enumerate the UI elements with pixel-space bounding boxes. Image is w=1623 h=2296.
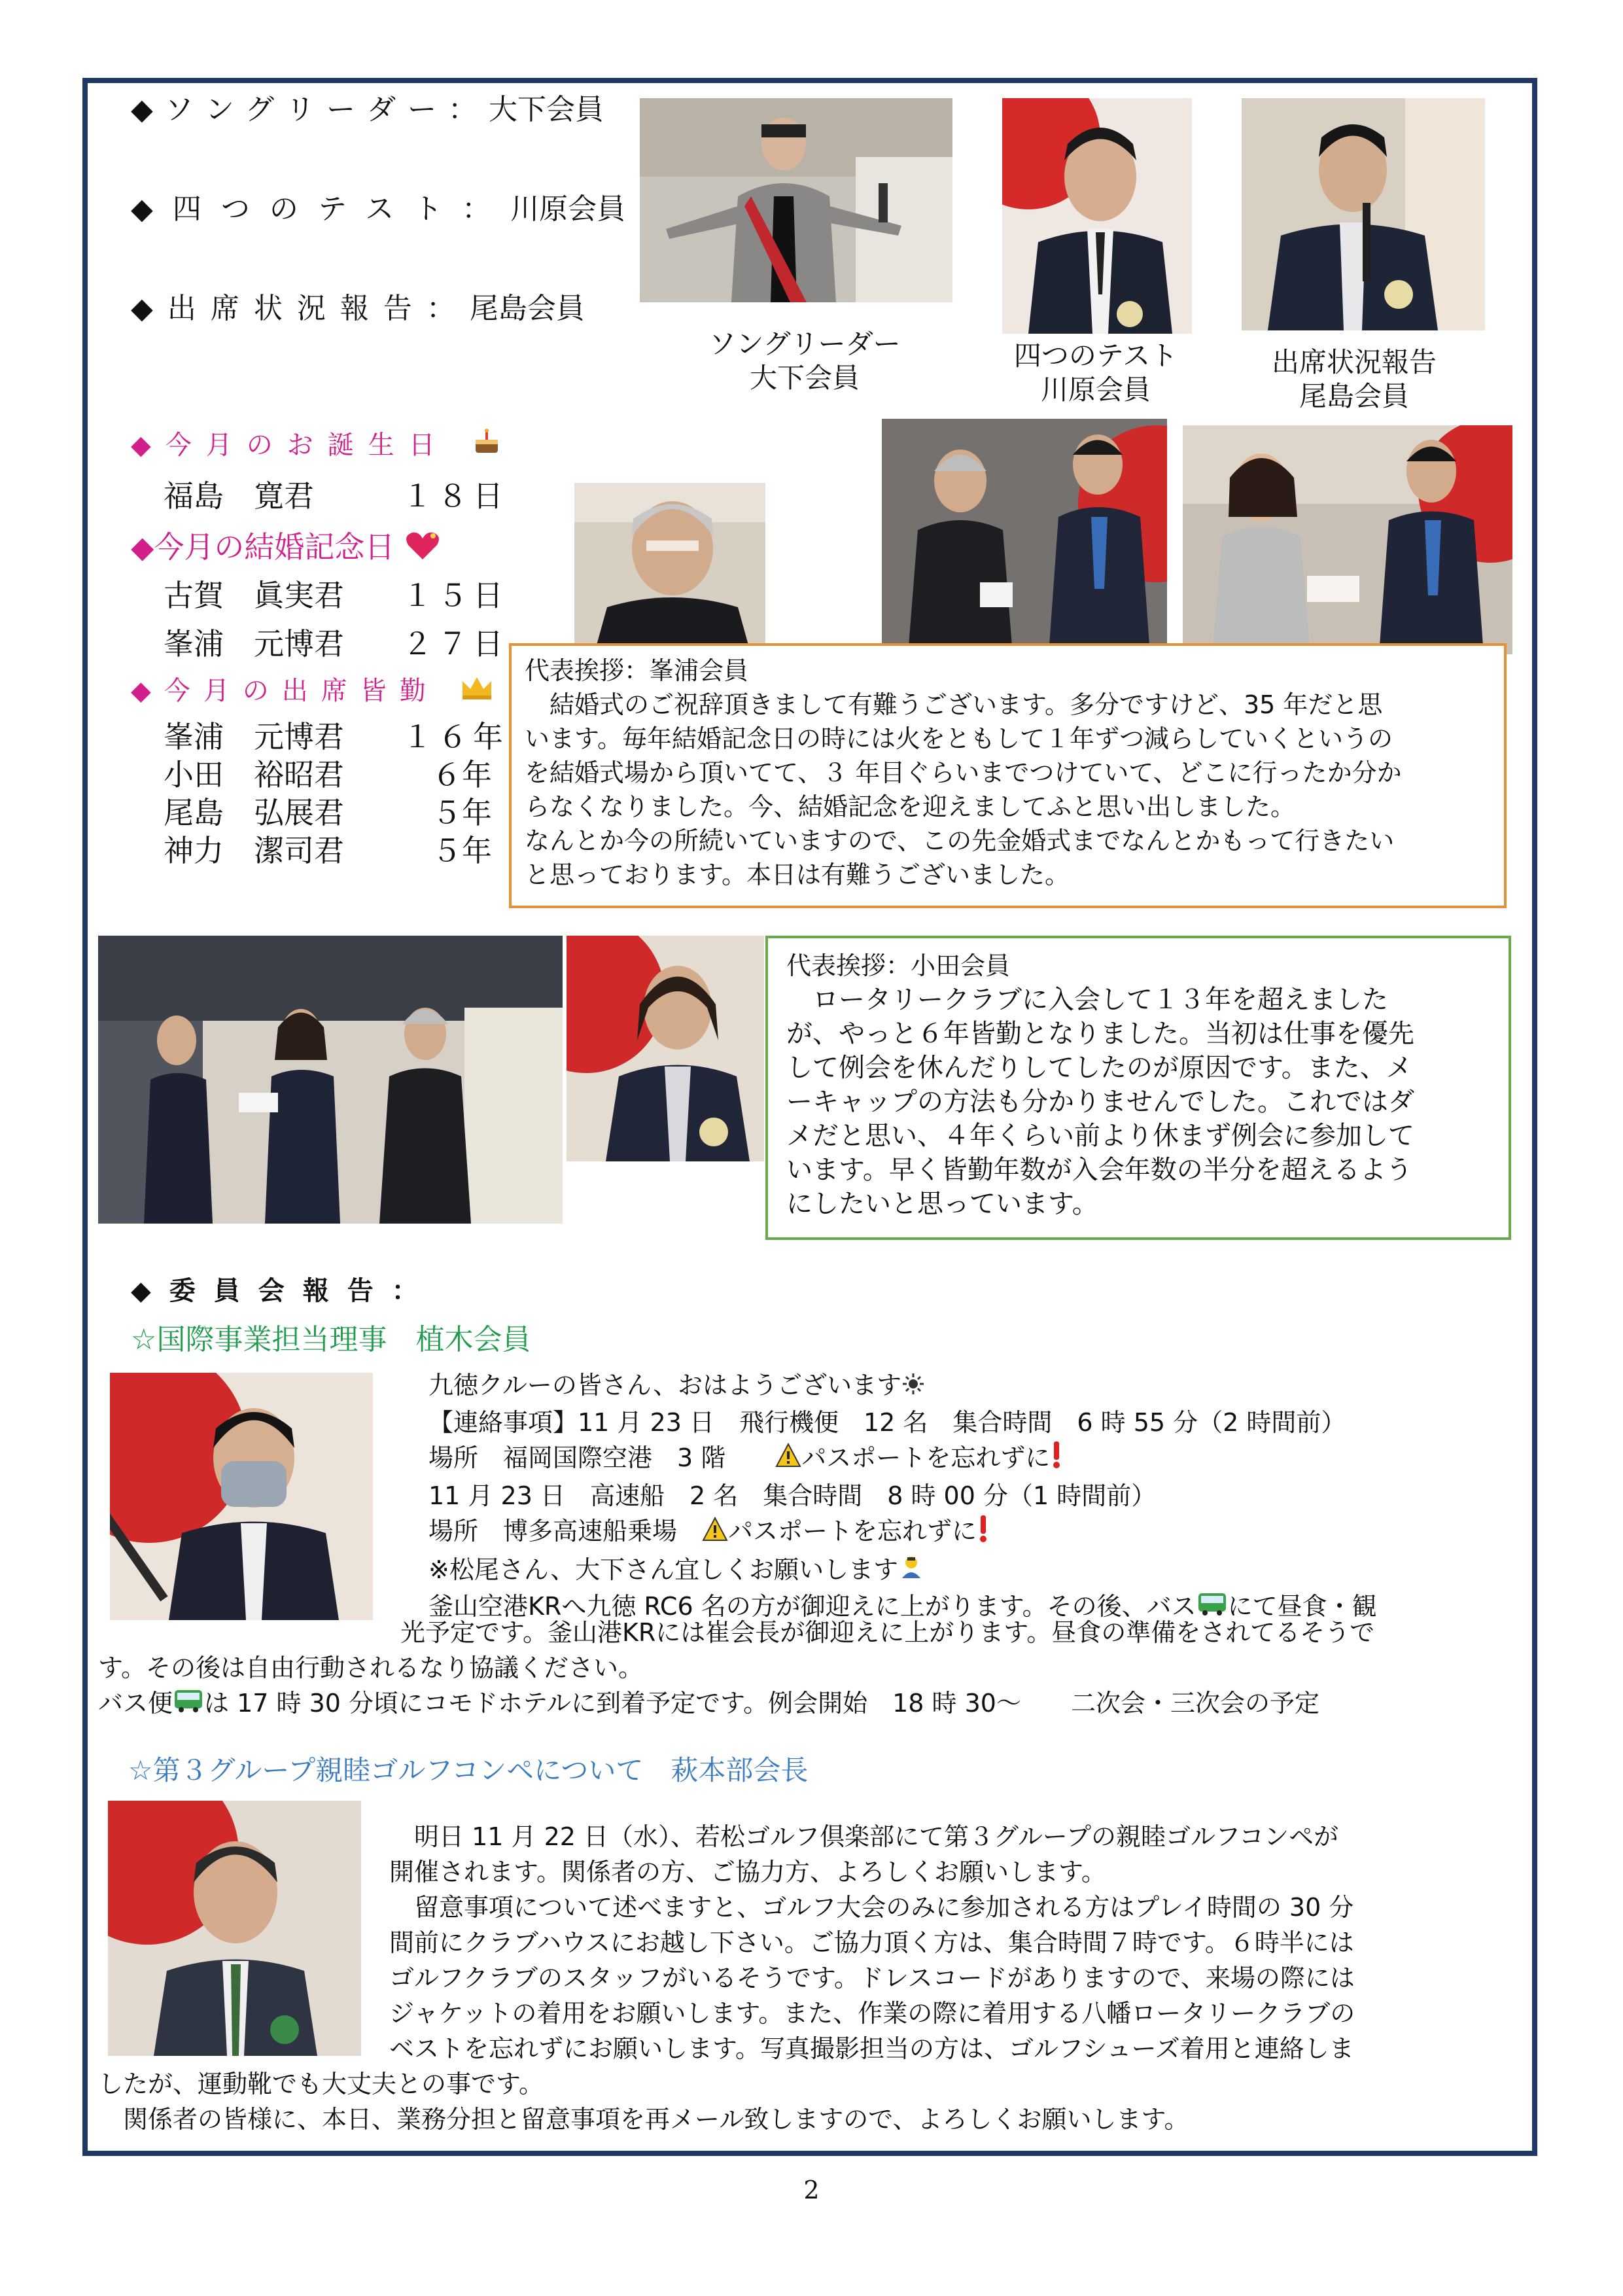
report2-body (389, 1819, 1355, 2066)
cake-icon (472, 427, 502, 467)
greeting-oda-box (765, 936, 1511, 1240)
report2-line: 開催されます。関係者の方、ご協力方、よろしくお願いします。 (389, 1858, 1106, 1886)
photo-song-leader (640, 98, 952, 302)
warning-icon (775, 1441, 801, 1477)
attendance-row-4-value: ５年 (432, 833, 492, 868)
greeting-oda-line: います。早く皆勤年数が入会年数の半分を超えるよう (786, 1155, 1412, 1185)
caption-song-leader: ソングリーダー 大下会員 (708, 328, 901, 394)
report1-line: 釜山空港KRへ九徳 RC6 名の方が御迎えに上がります。その後、バス (428, 1592, 1196, 1621)
photo-attendance-group (98, 936, 563, 1224)
greeting-oda-line: して例会を休んだりしてしたのが原因です。また、メ (786, 1053, 1412, 1083)
caption-four-way-test: 四つのテスト 川原会員 (1013, 340, 1178, 406)
wedding-row-1-value: １５日 (402, 578, 508, 613)
greeting-oda-line: ーキャップの方法も分かりませんでした。これではダ (786, 1087, 1414, 1117)
photo-oda (567, 936, 764, 1161)
report1-line: 光予定です。釜山港KRには崔会長が御迎えに上がります。昼食の準備をされてるそうで (400, 1618, 1375, 1647)
officer-four-way-test: ◆四つのテスト：川原会員 (131, 192, 626, 226)
photo-attendance-report (1242, 98, 1485, 330)
attendance-row-2: 小田 裕昭君 (164, 757, 344, 792)
report1-line: 【連絡事項】11 月 23 日 飛行機便 12 名 集合時間 6 時 55 分（2 時間前） (428, 1407, 1346, 1437)
greeting-mineura-line: 結婚式のご祝辞頂きまして有難うございます。多分ですけど、35 年だと思 (525, 690, 1383, 719)
greeting-oda-line: にしたいと思っています。 (786, 1189, 1098, 1219)
report1-line: 場所 福岡国際空港 3 階 (428, 1443, 776, 1472)
birthday-heading: ◆今月のお誕生日 (131, 427, 502, 467)
bus-icon (173, 1687, 204, 1723)
attendance-row-1: 峯浦 元博君 (164, 719, 344, 754)
greeting-mineura-line: と思っております。本日は有難うございました。 (525, 860, 1070, 889)
committee-heading: ◆委員会報告： (131, 1276, 436, 1306)
greeting-oda-line: メだと思い、４年くらい前より休まず例会に参加して (786, 1121, 1414, 1151)
attendance-row-4: 神力 潔司君 (164, 833, 344, 868)
report2-line: ゴルフクラブのスタッフがいるそうです。ドレスコードがありますので、来場の際には (389, 1964, 1355, 1992)
report1-line: 九徳クルーの皆さん、おはようございます (428, 1371, 902, 1400)
sun-icon (901, 1369, 925, 1405)
report1-line: にて昼食・観 (1227, 1592, 1377, 1621)
wedding-row-2-value: ２７日 (402, 626, 508, 662)
birthday-row-value: １８日 (402, 478, 508, 514)
report1-line: パスポートを忘れずに (728, 1517, 977, 1545)
officer-song-leader: ◆ソングリーダー：大下会員 (131, 93, 604, 126)
attendance-row-1-value: １６年 (402, 719, 508, 754)
page-number: 2 (803, 2176, 820, 2204)
greeting-mineura-box (509, 643, 1507, 908)
report2-line: したが、運動靴でも大丈夫との事です。 (98, 2070, 544, 2098)
crown-icon (460, 674, 494, 711)
report2-line: 関係者の皆様に、本日、業務分担と留意事項を再メール致しますので、よろしくお願いします。 (98, 2105, 1189, 2134)
greeting-mineura-line: なんとか今の所続いていますので、この先金婚式までなんとかもって行きたい (525, 826, 1395, 855)
report2-heading: ☆第３グループ親睦ゴルフコンペについて 萩本部会長 (128, 1754, 809, 1786)
report2-line: 間前にクラブハウスにお越し下さい。ご協力頂く方は、集合時間７時です。６時半には (389, 1928, 1354, 1957)
report1-line: パスポートを忘れずに (801, 1443, 1051, 1472)
photo-ueki (110, 1373, 373, 1620)
greeting-mineura-line: らなくなりました。今、結婚記念を迎えましてふと思い出しました。 (525, 792, 1296, 821)
officer-attendance-report: ◆出席状況報告：尾島会員 (131, 292, 585, 325)
heart-icon (404, 529, 441, 570)
wedding-row-1: 古賀 眞実君 (164, 578, 344, 613)
wedding-row-2: 峯浦 元博君 (164, 626, 344, 662)
exclamation-icon (977, 1514, 990, 1552)
person-bow-icon (898, 1553, 924, 1589)
report1-body-wide (98, 1650, 1319, 1723)
report2-line: 明日 11 月 22 日（水）、若松ゴルフ倶楽部にて第３グループの親睦ゴルフコンペが (389, 1822, 1339, 1851)
photo-mineura (574, 483, 765, 654)
greeting-oda-line: ロータリークラブに入会して１３年を超えました (786, 985, 1388, 1015)
caption-attendance-report: 出席状況報告 尾島会員 (1271, 346, 1437, 412)
attendance-row-3: 尾島 弘展君 (164, 795, 344, 830)
report1-line: ※松尾さん、大下さん宜しくお願いします (428, 1555, 899, 1584)
warning-icon (702, 1515, 728, 1551)
report1-body (428, 1368, 1377, 1626)
greeting-mineura-line: います。毎年結婚記念日の時には火をともして１年ずつ減らしていくというの (525, 724, 1393, 753)
report2-line: ジャケットの着用をお願いします。また、作業の際に着用する八幡ロータリークラブの (389, 1999, 1355, 2028)
report1-line: 11 月 23 日 高速船 2 名 集合時間 8 時 00 分（1 時間前） (428, 1481, 1157, 1510)
report1-line: 場所 博多高速船乗場 (428, 1517, 703, 1545)
report2-line: ベストを忘れずにお願いします。写真撮影担当の方は、ゴルフシューズ着用と連絡しま (389, 2034, 1354, 2063)
report2-body-wide (98, 2066, 1189, 2137)
report2-line: 留意事項について述べますと、ゴルフ大会のみに参加される方はプレイ時間の 30 分 (389, 1893, 1354, 1922)
birthday-row: 福島 寛君 (164, 478, 314, 514)
wedding-heading: ◆今月の結婚記念日 (131, 529, 441, 570)
photo-wedding-award (1183, 425, 1512, 654)
photo-mineura-award (882, 419, 1167, 654)
attendance-heading: ◆今月の出席皆勤 (131, 673, 494, 711)
report1-heading: ☆国際事業担当理事 植木会員 (131, 1323, 531, 1356)
greeting-mineura-line: を結婚式場から頂いてて、３ 年目ぐらいまでつけていて、どこに行ったか分か (525, 758, 1402, 787)
greeting-oda-line: が、やっと６年皆勤となりました。当初は仕事を優先 (786, 1019, 1414, 1049)
report1-line: バス便 (98, 1689, 173, 1718)
greeting-mineura-title: 代表挨拶：峯浦会員 (525, 656, 749, 685)
exclamation-icon (1050, 1440, 1063, 1478)
report1-line: は 17 時 30 分頃にコモドホテルに到着予定です。例会開始 18 時 30～ 二次会・三次会の予定 (204, 1689, 1319, 1718)
attendance-row-3-value: ５年 (432, 795, 492, 830)
report1-body-cont (400, 1615, 1374, 1650)
photo-hagimoto (108, 1801, 361, 2056)
attendance-row-2-value: ６年 (432, 757, 492, 792)
greeting-oda-title: 代表挨拶：小田会員 (786, 951, 1011, 980)
report1-line: す。その後は自由行動されるなり協議ください。 (98, 1653, 643, 1682)
photo-four-way-test (1002, 98, 1192, 334)
